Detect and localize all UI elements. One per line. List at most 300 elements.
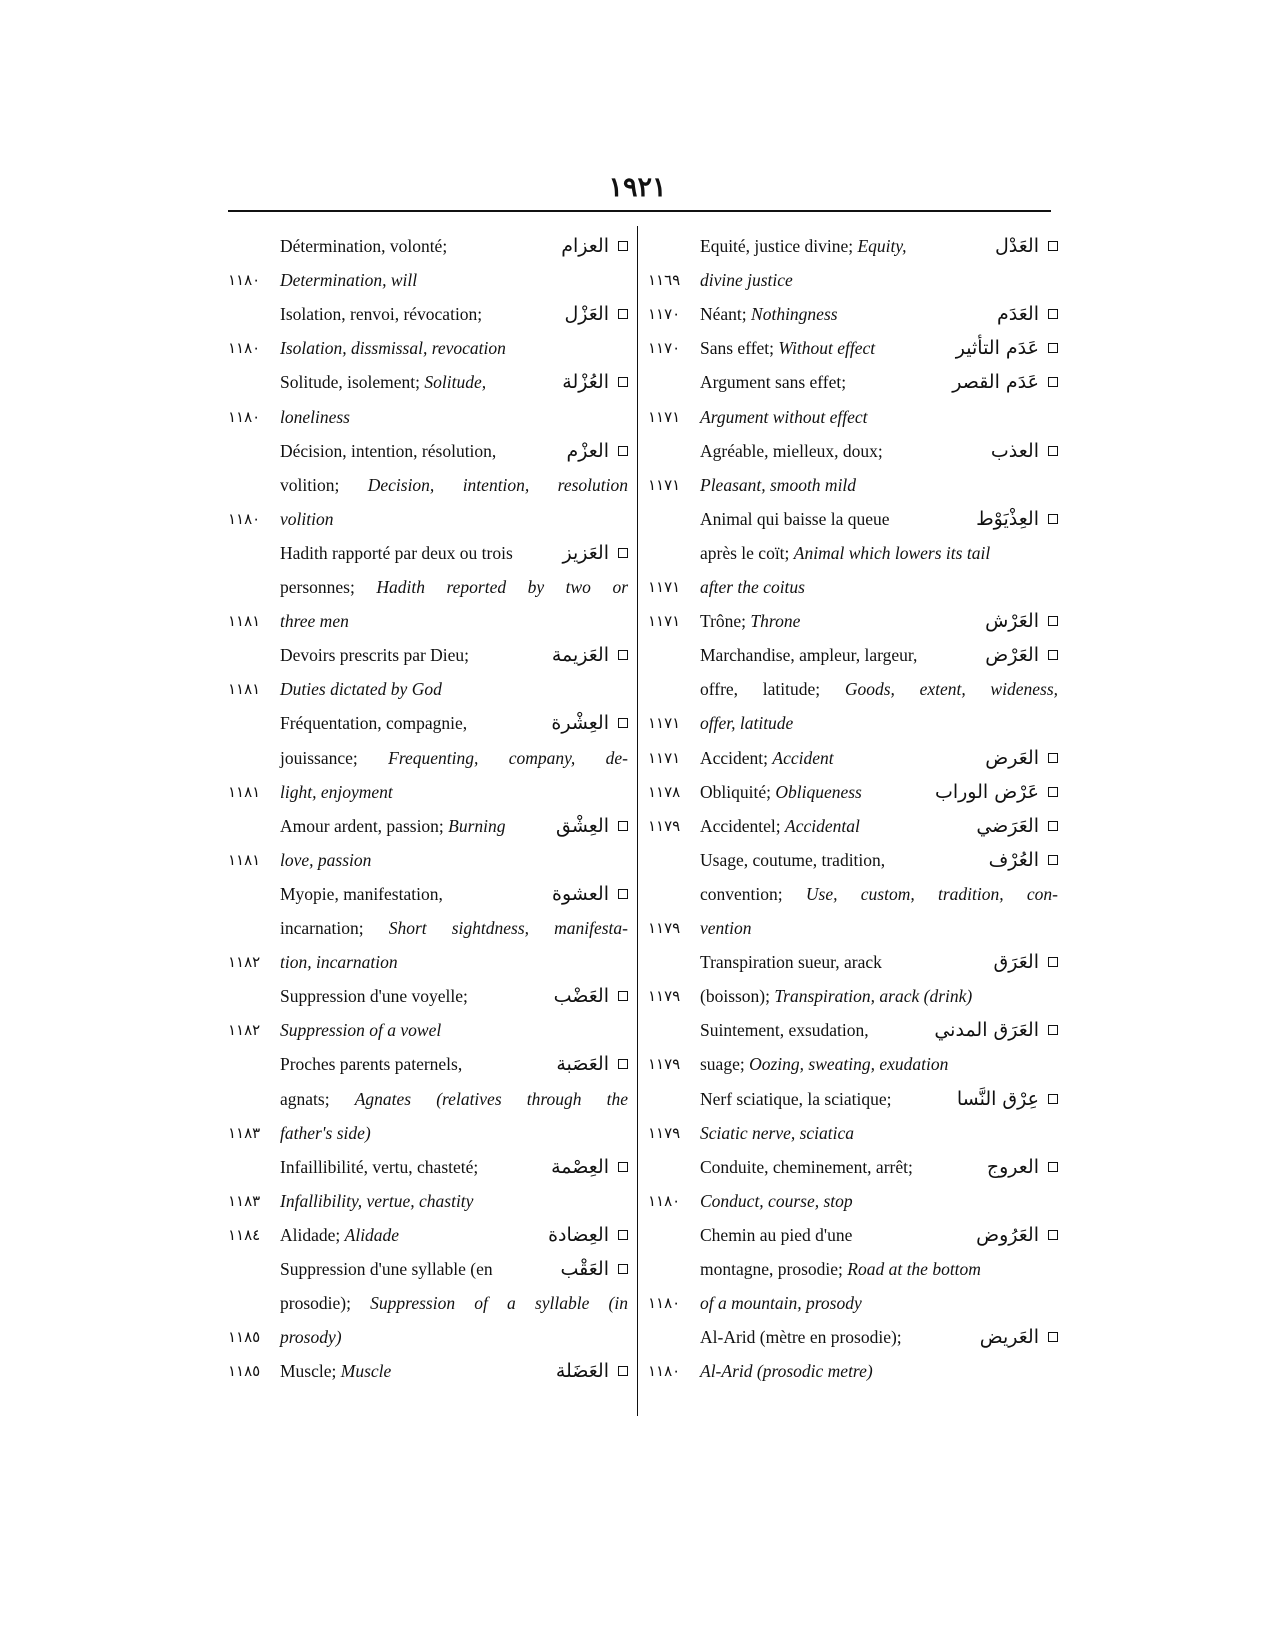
french-gloss: Usage, coutume, tradition, bbox=[700, 849, 886, 870]
definition-text bbox=[700, 365, 846, 399]
english-gloss: volition bbox=[280, 508, 334, 529]
page-reference: ١١٨٠ bbox=[228, 271, 261, 290]
entry-line bbox=[228, 809, 628, 843]
square-bullet-icon bbox=[618, 1366, 628, 1376]
square-bullet-icon bbox=[1048, 616, 1058, 626]
square-bullet-icon bbox=[1048, 821, 1058, 831]
french-gloss: Fréquentation, compagnie, bbox=[280, 713, 468, 734]
english-gloss: father's side) bbox=[280, 1122, 371, 1143]
definition-text bbox=[280, 229, 447, 263]
entry-line bbox=[228, 1218, 628, 1252]
headword bbox=[985, 638, 1058, 672]
headword-text: العَقْب bbox=[560, 1258, 609, 1280]
headword-text: العزْم bbox=[566, 439, 609, 462]
french-gloss: convention; bbox=[700, 883, 783, 904]
headword-text: العِشْق bbox=[555, 814, 609, 837]
headword-text: العَزيز bbox=[562, 541, 609, 564]
headword bbox=[563, 536, 629, 570]
english-gloss: Goods, extent, wideness, bbox=[844, 679, 1058, 700]
definition-text bbox=[280, 672, 442, 706]
entry-line bbox=[228, 365, 628, 399]
square-bullet-icon bbox=[618, 650, 628, 660]
entry-line bbox=[648, 1252, 1058, 1286]
definition-text bbox=[700, 468, 856, 502]
french-gloss: Proches parents paternels, bbox=[280, 1054, 463, 1075]
headword bbox=[556, 1047, 628, 1081]
french-gloss: (boisson); bbox=[700, 986, 770, 1007]
definition-text bbox=[280, 331, 506, 365]
definition-text bbox=[280, 706, 467, 740]
headword-text: العُزْلة bbox=[562, 371, 609, 394]
definition-text bbox=[280, 1150, 478, 1184]
definition-text bbox=[700, 979, 972, 1013]
headword bbox=[561, 229, 628, 263]
definition-text bbox=[280, 1218, 399, 1252]
english-gloss: Alidade bbox=[344, 1224, 400, 1245]
definition-text bbox=[280, 1184, 473, 1218]
definition-text bbox=[700, 536, 990, 570]
english-gloss: Equity, bbox=[857, 236, 907, 256]
entry-line bbox=[228, 741, 628, 775]
french-gloss: après le coït; bbox=[700, 542, 790, 563]
square-bullet-icon bbox=[1048, 1162, 1058, 1172]
english-gloss: light, enjoyment bbox=[280, 781, 393, 802]
french-gloss: Isolation, renvoi, révocation; bbox=[280, 304, 483, 325]
french-gloss: Alidade; bbox=[280, 1224, 341, 1245]
english-gloss: of a mountain, prosody bbox=[700, 1293, 862, 1314]
french-gloss: Détermination, volonté; bbox=[280, 236, 448, 256]
definition-text bbox=[280, 400, 350, 434]
definition-text bbox=[280, 775, 393, 809]
page-reference: ١١٨٢ bbox=[228, 953, 261, 972]
french-gloss: Accident; bbox=[700, 747, 769, 768]
entry-line bbox=[228, 1252, 628, 1286]
english-gloss: Nothingness bbox=[751, 304, 838, 325]
page-reference: ١١٧٠ bbox=[648, 305, 681, 324]
entry-line bbox=[648, 400, 1058, 434]
definition-text bbox=[280, 1047, 462, 1081]
headword-text: العَرُوض bbox=[976, 1223, 1039, 1246]
square-bullet-icon bbox=[1048, 343, 1058, 353]
entry-line bbox=[648, 1150, 1058, 1184]
definition-text bbox=[700, 945, 882, 979]
headword-text: العَرَق المدني bbox=[934, 1019, 1039, 1042]
page-reference: ١١٨٥ bbox=[228, 1328, 261, 1347]
english-gloss: Animal which lowers its tail bbox=[793, 542, 991, 563]
headword-text: العَدْل bbox=[994, 235, 1039, 257]
english-gloss: Oozing, sweating, exudation bbox=[749, 1054, 949, 1075]
english-gloss: Al-Arid (prosodic metre) bbox=[700, 1361, 873, 1382]
headword-text: العَدَم bbox=[997, 303, 1039, 326]
definition-text bbox=[280, 1320, 342, 1354]
entry-line bbox=[648, 1354, 1058, 1388]
square-bullet-icon bbox=[618, 1059, 628, 1069]
page-reference: ١١٨٠ bbox=[228, 509, 261, 528]
definition-text bbox=[280, 741, 628, 775]
right-column bbox=[648, 229, 1058, 1429]
french-gloss: Décision, intention, résolution, bbox=[280, 440, 497, 461]
french-gloss: Myopie, manifestation, bbox=[280, 883, 443, 904]
definition-text bbox=[280, 604, 349, 638]
definition-text bbox=[280, 434, 496, 468]
headword bbox=[957, 1082, 1058, 1116]
french-gloss: Nerf sciatique, la sciatique; bbox=[700, 1088, 892, 1109]
headword-text: العشوة bbox=[552, 882, 609, 905]
entry-line bbox=[228, 263, 628, 297]
page-reference: ١١٧١ bbox=[648, 475, 681, 494]
french-gloss: Argument sans effet; bbox=[700, 372, 847, 393]
square-bullet-icon bbox=[618, 1230, 628, 1240]
definition-text bbox=[700, 1354, 873, 1388]
square-bullet-icon bbox=[1048, 309, 1058, 319]
page-reference: ١١٧٠ bbox=[648, 339, 681, 358]
headword bbox=[552, 638, 628, 672]
english-gloss: Muscle bbox=[340, 1361, 392, 1382]
page-reference: ١١٨١ bbox=[228, 782, 261, 801]
headword-text: العِذْيَوْط bbox=[976, 507, 1039, 530]
english-gloss: Accidental bbox=[785, 815, 860, 836]
headword-text: عَدَم التأثير bbox=[955, 337, 1039, 360]
entry-line bbox=[648, 809, 1058, 843]
page-reference: ١١٨٣ bbox=[228, 1191, 261, 1210]
french-gloss: Accidentel; bbox=[700, 815, 781, 836]
page-reference: ١١٧٩ bbox=[648, 987, 681, 1006]
headword bbox=[554, 979, 628, 1013]
english-gloss: Frequenting, company, de- bbox=[388, 747, 628, 768]
english-gloss: Transpiration, arack (drink) bbox=[774, 986, 973, 1007]
french-gloss: Suintement, exsudation, bbox=[700, 1020, 869, 1041]
english-gloss: loneliness bbox=[280, 406, 350, 427]
square-bullet-icon bbox=[618, 309, 628, 319]
entry-line bbox=[648, 775, 1058, 809]
entry-line bbox=[228, 1082, 628, 1116]
square-bullet-icon bbox=[618, 377, 628, 387]
headword-text: عِرْق النَّسا bbox=[956, 1087, 1039, 1110]
headword-text: العِضادة bbox=[548, 1223, 609, 1246]
entry-line bbox=[648, 570, 1058, 604]
entry-line bbox=[228, 297, 628, 331]
entry-line bbox=[648, 1184, 1058, 1218]
entry-line bbox=[648, 1013, 1058, 1047]
square-bullet-icon bbox=[618, 889, 628, 899]
definition-text bbox=[280, 263, 417, 297]
entry-line bbox=[228, 1286, 628, 1320]
definition-text bbox=[700, 877, 1058, 911]
english-gloss: three men bbox=[280, 611, 349, 632]
english-gloss: Without effect bbox=[778, 338, 876, 359]
french-gloss: Equité, justice divine; bbox=[700, 236, 854, 256]
headword bbox=[995, 229, 1058, 263]
definition-text bbox=[700, 400, 868, 434]
headword-text: العَزْل bbox=[564, 303, 609, 326]
definition-text bbox=[280, 365, 486, 399]
entry-line bbox=[228, 400, 628, 434]
page-reference: ١١٧١ bbox=[648, 714, 681, 733]
definition-text bbox=[700, 1116, 854, 1150]
definition-text bbox=[700, 1252, 981, 1286]
french-gloss: agnats; bbox=[280, 1088, 330, 1109]
page-reference: ١١٨٣ bbox=[228, 1123, 261, 1142]
definition-text bbox=[700, 1320, 902, 1354]
page-reference: ١١٧١ bbox=[648, 612, 681, 631]
definition-text bbox=[280, 1082, 628, 1116]
entry-line bbox=[228, 1150, 628, 1184]
headword-text: العَرْض bbox=[985, 644, 1039, 667]
entry-line bbox=[228, 1320, 628, 1354]
page-reference: ١١٨١ bbox=[228, 850, 261, 869]
definition-text bbox=[280, 1116, 371, 1150]
headword bbox=[985, 741, 1058, 775]
headword bbox=[952, 365, 1058, 399]
definition-text bbox=[700, 1013, 869, 1047]
english-gloss: Determination, will bbox=[280, 270, 418, 291]
page-reference: ١١٧١ bbox=[648, 748, 681, 767]
definition-text bbox=[280, 638, 469, 672]
page-reference: ١١٧١ bbox=[648, 407, 681, 426]
headword-text: العَرْش bbox=[985, 610, 1039, 633]
english-gloss: Suppression of a vowel bbox=[280, 1020, 442, 1041]
headword bbox=[991, 434, 1058, 468]
headword bbox=[976, 1218, 1058, 1252]
french-gloss: personnes; bbox=[280, 577, 355, 597]
entry-line bbox=[648, 536, 1058, 570]
english-gloss: Duties dictated by God bbox=[280, 679, 442, 700]
english-gloss: Agnates (relatives through the bbox=[354, 1088, 629, 1109]
definition-text bbox=[280, 536, 513, 570]
definition-text bbox=[700, 672, 1058, 706]
entry-line bbox=[648, 1218, 1058, 1252]
english-gloss: Conduct, course, stop bbox=[700, 1190, 853, 1211]
square-bullet-icon bbox=[1048, 446, 1058, 456]
headword-text: العَصَبة bbox=[556, 1053, 609, 1076]
headword bbox=[980, 1320, 1058, 1354]
page-reference: ١١٨١ bbox=[228, 612, 261, 631]
definition-text bbox=[700, 502, 890, 536]
page-reference: ١١٨٠ bbox=[228, 407, 261, 426]
french-gloss: prosodie); bbox=[280, 1293, 351, 1314]
definition-text bbox=[700, 1150, 913, 1184]
headword bbox=[997, 297, 1058, 331]
definition-text bbox=[700, 1286, 862, 1320]
entry-line bbox=[648, 297, 1058, 331]
headword bbox=[956, 331, 1058, 365]
definition-text bbox=[700, 775, 862, 809]
definition-text bbox=[700, 638, 917, 672]
definition-text bbox=[700, 843, 885, 877]
headword bbox=[934, 1013, 1058, 1047]
english-gloss: vention bbox=[700, 918, 752, 938]
definition-text bbox=[700, 1184, 853, 1218]
french-gloss: Hadith rapporté par deux ou trois bbox=[280, 542, 513, 563]
entry-line bbox=[648, 638, 1058, 672]
french-gloss: Sans effet; bbox=[700, 338, 775, 359]
headword bbox=[987, 1150, 1058, 1184]
definition-text bbox=[700, 604, 800, 638]
english-gloss: Throne bbox=[750, 611, 801, 632]
page-reference: ١١٨٤ bbox=[228, 1225, 261, 1244]
entry-line bbox=[648, 843, 1058, 877]
headword bbox=[551, 1150, 628, 1184]
headword bbox=[567, 434, 628, 468]
definition-text bbox=[280, 979, 468, 1013]
entry-line bbox=[648, 672, 1058, 706]
definition-text bbox=[280, 843, 371, 877]
headword-text: عَرْض الوراب bbox=[934, 780, 1039, 803]
headword bbox=[976, 502, 1058, 536]
french-gloss: Devoirs prescrits par Dieu; bbox=[280, 645, 470, 666]
headword-text: العَضَلة bbox=[555, 1360, 609, 1383]
entry-line bbox=[648, 468, 1058, 502]
square-bullet-icon bbox=[618, 446, 628, 456]
definition-text bbox=[280, 877, 443, 911]
definition-text bbox=[280, 297, 482, 331]
square-bullet-icon bbox=[1048, 241, 1058, 251]
entry-line bbox=[648, 741, 1058, 775]
english-gloss: Use, custom, tradition, con- bbox=[805, 883, 1058, 904]
square-bullet-icon bbox=[1048, 855, 1058, 865]
entry-line bbox=[228, 843, 628, 877]
french-gloss: Al-Arid (mètre en prosodie); bbox=[700, 1327, 902, 1348]
square-bullet-icon bbox=[618, 1162, 628, 1172]
square-bullet-icon bbox=[1048, 753, 1058, 763]
english-gloss: Pleasant, smooth mild bbox=[700, 474, 857, 495]
entry-line bbox=[648, 1286, 1058, 1320]
definition-text bbox=[280, 945, 398, 979]
entry-line bbox=[228, 638, 628, 672]
entry-line bbox=[228, 1354, 628, 1388]
english-gloss: offer, latitude bbox=[700, 713, 794, 734]
page-reference: ١١٧٩ bbox=[648, 1055, 681, 1074]
headword-text: العروج bbox=[986, 1155, 1039, 1178]
entry-line bbox=[228, 877, 628, 911]
column-divider bbox=[637, 226, 638, 1416]
english-gloss: Suppression of a syllable (in bbox=[370, 1293, 629, 1314]
entry-line bbox=[228, 945, 628, 979]
headword-text: العَرَق bbox=[993, 951, 1039, 974]
headword bbox=[560, 1252, 628, 1286]
square-bullet-icon bbox=[618, 991, 628, 1001]
square-bullet-icon bbox=[618, 718, 628, 728]
definition-text bbox=[700, 741, 834, 775]
english-gloss: prosody) bbox=[280, 1327, 342, 1348]
french-gloss: Agréable, mielleux, doux; bbox=[700, 440, 883, 461]
square-bullet-icon bbox=[618, 1264, 628, 1274]
headword-text: عَدَم القصر bbox=[952, 371, 1039, 394]
english-gloss: love, passion bbox=[280, 849, 372, 870]
square-bullet-icon bbox=[1048, 1094, 1058, 1104]
french-gloss: incarnation; bbox=[280, 918, 364, 938]
french-gloss: Néant; bbox=[700, 304, 747, 325]
entry-line bbox=[648, 911, 1058, 945]
entry-line bbox=[648, 706, 1058, 740]
entry-line bbox=[228, 911, 628, 945]
french-gloss: Chemin au pied d'une bbox=[700, 1224, 853, 1245]
french-gloss: Marchandise, ampleur, largeur, bbox=[700, 645, 918, 666]
french-gloss: jouissance; bbox=[280, 747, 358, 768]
page-reference: ١١٧٨ bbox=[648, 782, 681, 801]
square-bullet-icon bbox=[1048, 1025, 1058, 1035]
french-gloss: Obliquité; bbox=[700, 781, 771, 802]
entry-line bbox=[648, 1116, 1058, 1150]
headword bbox=[985, 604, 1058, 638]
page-reference: ١١٨٥ bbox=[228, 1362, 261, 1381]
headword bbox=[556, 809, 628, 843]
definition-text bbox=[280, 1013, 441, 1047]
entry-line bbox=[648, 979, 1058, 1013]
headword-text: العَريض bbox=[979, 1326, 1039, 1349]
headword-text: العِشْرة bbox=[551, 712, 609, 735]
square-bullet-icon bbox=[1048, 514, 1058, 524]
page-reference: ١١٧٩ bbox=[648, 919, 681, 937]
english-gloss: Accident bbox=[772, 747, 834, 768]
french-gloss: Solitude, isolement; bbox=[280, 372, 420, 393]
english-gloss: Short sightdness, manifesta- bbox=[388, 918, 628, 938]
definition-text bbox=[700, 706, 793, 740]
english-gloss: Sciatic nerve, sciatica bbox=[700, 1122, 855, 1143]
definition-text bbox=[700, 331, 875, 365]
headword-text: العذب bbox=[990, 439, 1039, 462]
headword-text: العُرْف bbox=[988, 848, 1039, 871]
page-reference: ١١٨٠ bbox=[648, 1191, 681, 1210]
definition-text bbox=[700, 263, 793, 297]
entry-line bbox=[648, 365, 1058, 399]
french-gloss: volition; bbox=[280, 474, 340, 495]
page-reference: ١١٨١ bbox=[228, 680, 261, 699]
entry-line bbox=[648, 434, 1058, 468]
english-gloss: Argument without effect bbox=[700, 406, 868, 427]
definition-text bbox=[700, 229, 907, 263]
headword-text: العَرَضي bbox=[976, 814, 1039, 837]
headword-text: العَزيمة bbox=[551, 644, 609, 667]
entry-line bbox=[648, 1047, 1058, 1081]
definition-text bbox=[700, 1218, 852, 1252]
english-gloss: Infallibility, vertue, chastity bbox=[280, 1190, 474, 1211]
definition-text bbox=[700, 809, 860, 843]
headword-text: العزام bbox=[561, 235, 609, 257]
french-gloss: montagne, prosodie; bbox=[700, 1259, 843, 1279]
entry-line bbox=[648, 604, 1058, 638]
definition-text bbox=[280, 468, 628, 502]
definition-text bbox=[280, 570, 628, 604]
french-gloss: Conduite, cheminement, arrêt; bbox=[700, 1156, 913, 1177]
entry-line bbox=[228, 434, 628, 468]
square-bullet-icon bbox=[1048, 377, 1058, 387]
entry-line bbox=[648, 1082, 1058, 1116]
english-gloss: after the coitus bbox=[700, 577, 805, 597]
page-reference: ١١٦٩ bbox=[648, 271, 681, 290]
english-gloss: Solitude, bbox=[424, 372, 487, 393]
entry-line bbox=[228, 536, 628, 570]
entry-line bbox=[228, 331, 628, 365]
headword-text: العَضْب bbox=[553, 985, 609, 1008]
page-number: ١٩٢١ bbox=[608, 172, 667, 202]
header-rule bbox=[228, 210, 1051, 212]
english-gloss: Isolation, dissmissal, revocation bbox=[280, 338, 506, 359]
english-gloss: Hadith reported by two or bbox=[376, 577, 629, 597]
french-gloss: Transpiration sueur, arack bbox=[700, 952, 882, 973]
page-reference: ١١٨٠ bbox=[228, 339, 261, 358]
entry-line bbox=[228, 229, 628, 263]
page-reference: ١١٨٢ bbox=[228, 1021, 261, 1040]
entry-line bbox=[228, 979, 628, 1013]
french-gloss: Suppression d'une voyelle; bbox=[280, 986, 468, 1007]
french-gloss: Muscle; bbox=[280, 1361, 337, 1382]
square-bullet-icon bbox=[618, 241, 628, 251]
left-column bbox=[228, 229, 628, 1429]
page-reference: ١١٧٩ bbox=[648, 816, 681, 835]
definition-text bbox=[280, 1354, 391, 1388]
entry-line bbox=[228, 1013, 628, 1047]
